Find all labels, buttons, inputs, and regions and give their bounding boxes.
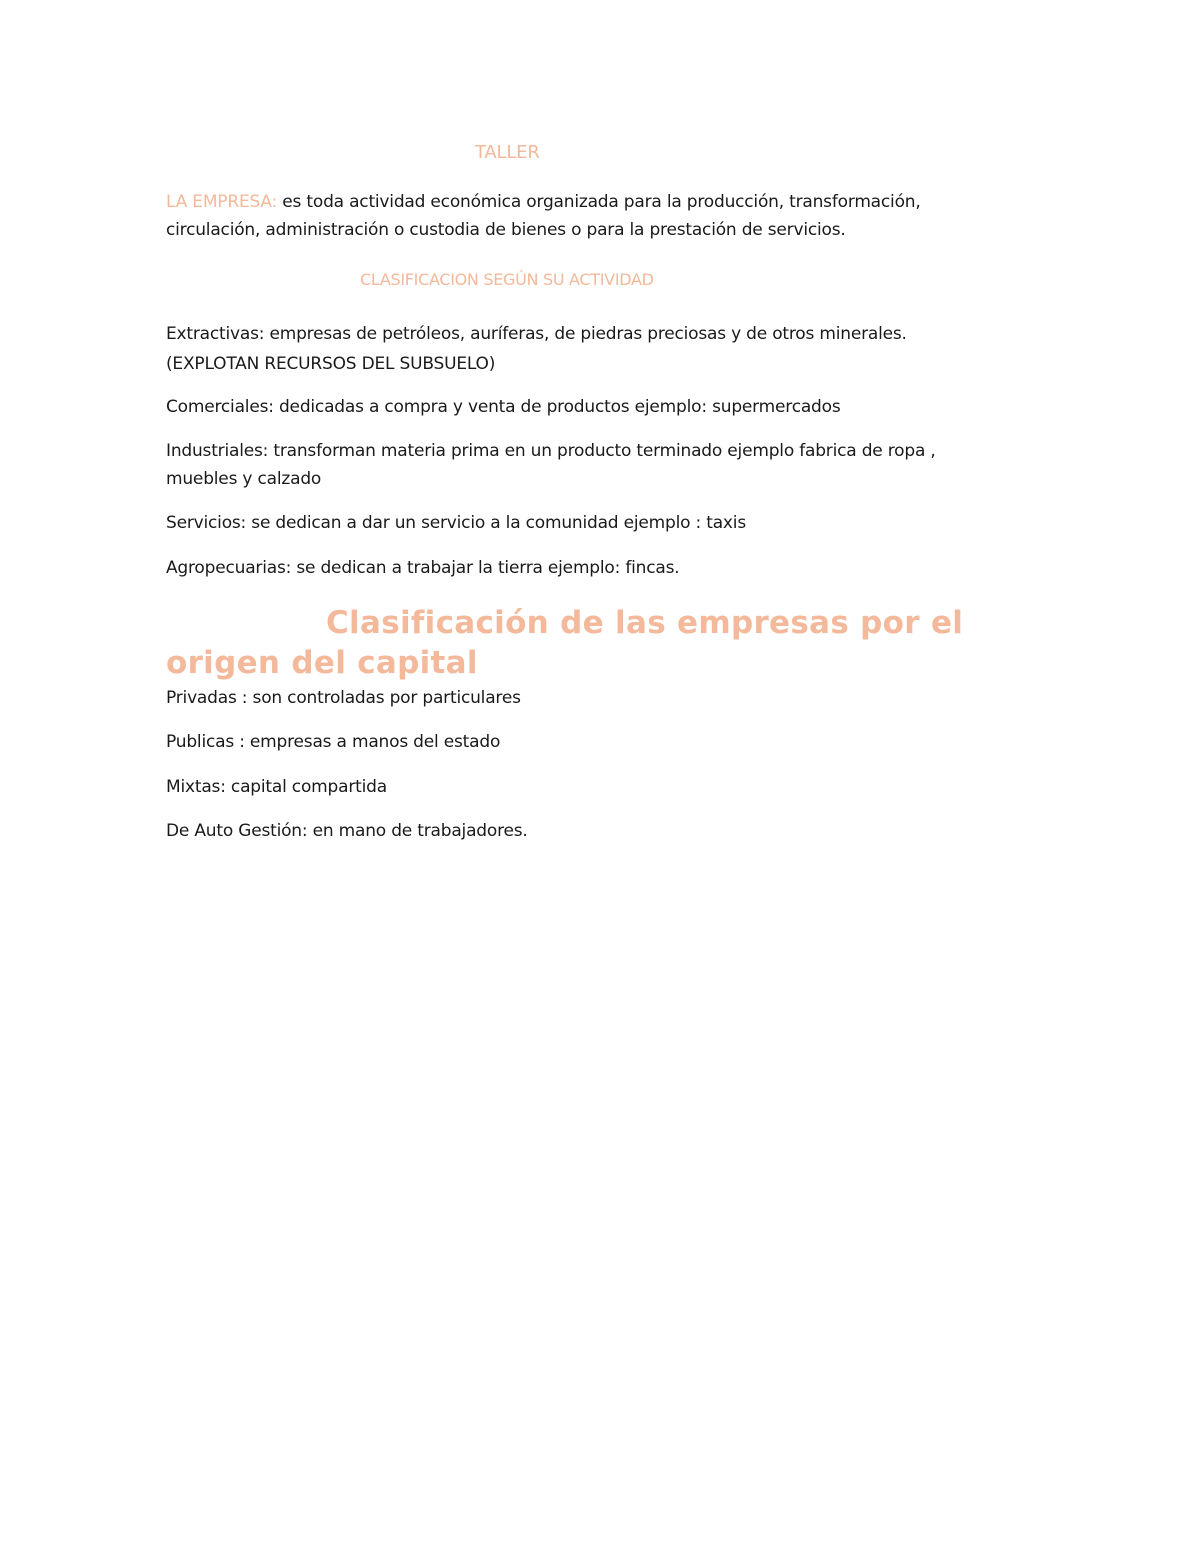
extractivas-line-1: Extractivas: empresas de petróleos, auríferas, de piedras preciosas y de otros minerales.: [166, 324, 907, 344]
intro-text-1: es toda actividad económica organizada para la producción, transformación,: [277, 192, 921, 212]
document-title: TALLER: [475, 142, 540, 163]
intro-line-1: [166, 188, 921, 216]
capital-heading-line-2: origen del capital: [166, 645, 478, 681]
capital-heading-line-1: Clasificación de las empresas por el: [326, 605, 964, 641]
mixtas-line: Mixtas: capital compartida: [166, 777, 387, 797]
privadas-line: Privadas : son controladas por particulares: [166, 688, 521, 708]
comerciales-line: Comerciales: dedicadas a compra y venta de productos ejemplo: supermercados: [166, 397, 841, 417]
activity-heading: CLASIFICACION SEGÚN SU ACTIVIDAD: [360, 270, 654, 289]
intro-line-2: circulación, administración o custodia de bienes o para la prestación de servicios.: [166, 220, 846, 240]
agropecuarias-line: Agropecuarias: se dedican a trabajar la tierra ejemplo: fincas.: [166, 558, 680, 578]
servicios-line: Servicios: se dedican a dar un servicio a la comunidad ejemplo : taxis: [166, 513, 746, 533]
publicas-line: Publicas : empresas a manos del estado: [166, 732, 501, 752]
extractivas-line-2: (EXPLOTAN RECURSOS DEL SUBSUELO): [166, 354, 496, 374]
capital-heading: [166, 603, 1006, 683]
autogestion-line: De Auto Gestión: en mano de trabajadores.: [166, 821, 528, 841]
industriales-line-2: muebles y calzado: [166, 469, 322, 489]
intro-label: LA EMPRESA:: [166, 192, 278, 212]
industriales-line-1: Industriales: transforman materia prima en un producto terminado ejemplo fabrica de ropa ,: [166, 441, 936, 461]
